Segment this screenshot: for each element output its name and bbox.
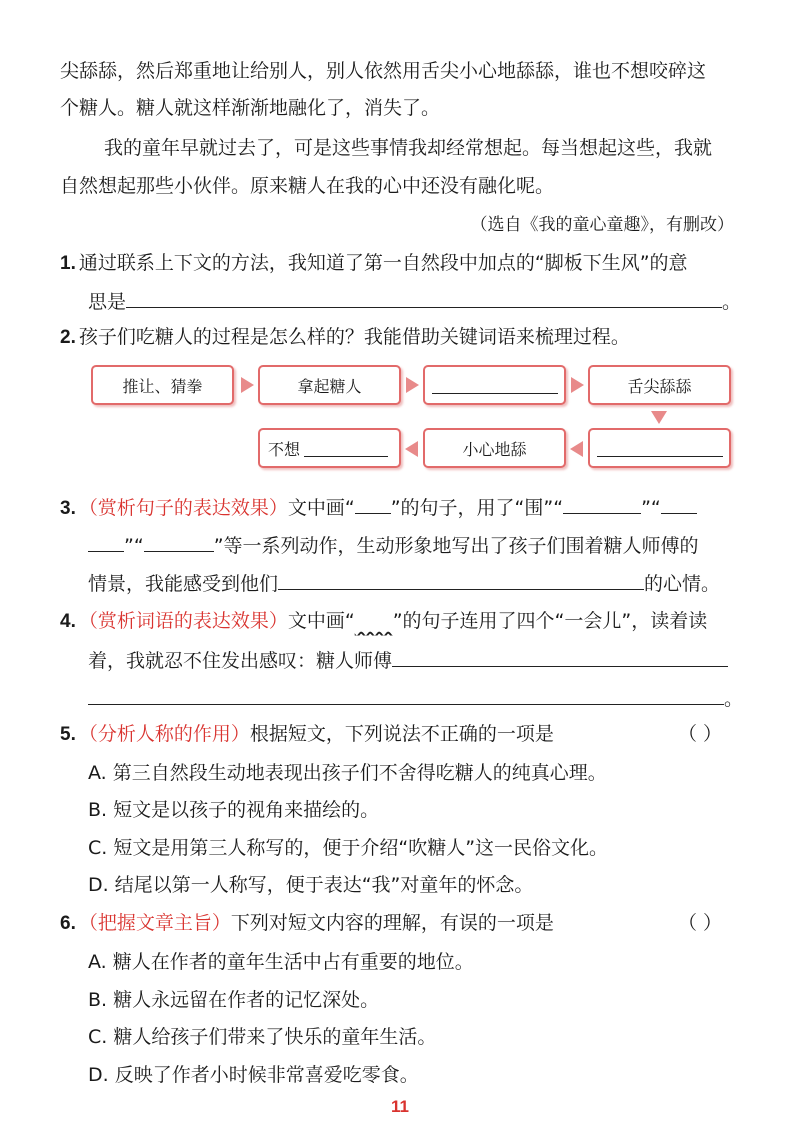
question-6: 6. （把握文章主旨）下列对短文内容的理解，有误的一项是 [60, 912, 554, 934]
skill-tag: （把握文章主旨） [78, 912, 231, 934]
passage-line: 尖舔舔，然后郑重地让给别人，别人依然用舌尖小心地舔舔，谁也不想咬碎这 [60, 60, 707, 82]
answer-blank[interactable] [563, 495, 641, 514]
answer-blank[interactable] [278, 571, 644, 590]
question-4: 4. （赏析词语的表达效果）文中画“ ”的句子连用了四个“一会儿”，读着读 [60, 610, 708, 632]
answer-blank[interactable] [126, 289, 722, 308]
question-number: 4. [60, 611, 76, 632]
question-1-answer-line: 思是 。 [88, 291, 742, 313]
question-3-line-3: 情景，我能感受到他们 的心情。 [88, 573, 721, 595]
question-5: 5. （分析人称的作用）根据短文，下列说法不正确的一项是 [60, 723, 554, 745]
answer-blank[interactable] [661, 495, 697, 514]
flow-box-4: 舌尖舔舔 [588, 365, 731, 405]
option-d[interactable]: D. 反映了作者小时候非常喜爱吃零食。 [88, 1064, 419, 1086]
answer-parentheses[interactable]: （ ） [678, 723, 723, 745]
answer-blank[interactable] [432, 377, 558, 394]
answer-blank[interactable] [597, 440, 723, 457]
option-c[interactable]: C. 短文是用第三人称写的，便于介绍“吹糖人”这一民俗文化。 [88, 837, 609, 859]
question-number: 3. [60, 498, 76, 519]
skill-tag: （分析人称的作用） [78, 723, 250, 745]
passage-line: 自然想起那些小伙伴。原来糖人在我的心中还没有融化呢。 [60, 175, 555, 197]
flow-box-7: 不想 [258, 428, 401, 468]
question-4-line-2: 着，我就忍不住发出感叹：糖人师傅 [88, 648, 728, 672]
option-a[interactable]: A. 糖人在作者的童年生活中占有重要的地位。 [88, 951, 474, 973]
arrow-down-icon [651, 411, 667, 424]
question-2: 2. 孩子们吃糖人的过程是怎么样的？我能借助关键词语来梳理过程。 [60, 326, 630, 348]
answer-blank[interactable] [304, 440, 388, 457]
answer-blank[interactable] [392, 648, 728, 667]
arrow-left-icon [405, 441, 418, 457]
answer-blank[interactable] [88, 533, 124, 552]
arrow-left-icon [570, 441, 583, 457]
question-number: 2. [60, 327, 76, 348]
option-a[interactable]: A. 第三自然段生动地表现出孩子们不舍得吃糖人的纯真心理。 [88, 762, 607, 784]
answer-blank[interactable] [355, 495, 391, 514]
arrow-right-icon [241, 377, 254, 393]
option-d[interactable]: D. 结尾以第一人称写，便于表达“我”对童年的怀念。 [88, 874, 534, 896]
passage-line: 我的童年早就过去了，可是这些事情我却经常想起。每当想起这些，我就 [104, 137, 713, 159]
question-3: 3. （赏析句子的表达效果）文中画“ ”的句子，用了“围”“ ”“ [60, 495, 697, 520]
flow-box-5 [588, 428, 731, 468]
skill-tag: （赏析句子的表达效果） [78, 497, 288, 519]
question-4-line-3: 。 [88, 686, 743, 710]
answer-parentheses[interactable]: （ ） [678, 912, 723, 934]
option-b[interactable]: B. 短文是以孩子的视角来描绘的。 [88, 799, 380, 821]
wavy-underline-mark [355, 610, 393, 632]
option-b[interactable]: B. 糖人永远留在作者的记忆深处。 [88, 989, 380, 1011]
question-3-line-2: ”“ ”等一系列动作，生动形象地写出了孩子们围着糖人师傅的 [88, 533, 699, 557]
page-number: 11 [391, 1097, 409, 1116]
answer-blank[interactable] [144, 533, 214, 552]
question-1: 1. 通过联系上下文的方法，我知道了第一自然段中加点的“脚板下生风”的意 [60, 252, 688, 274]
skill-tag: （赏析词语的表达效果） [78, 610, 288, 632]
passage-source: （选自《我的童心童趣》，有删改） [470, 215, 734, 235]
question-number: 5. [60, 724, 76, 745]
flow-box-3 [423, 365, 566, 405]
question-number: 1. [60, 253, 76, 274]
flow-box-6: 小心地舔 [423, 428, 566, 468]
question-number: 6. [60, 913, 76, 934]
flow-box-2: 拿起糖人 [258, 365, 401, 405]
option-c[interactable]: C. 糖人给孩子们带来了快乐的童年生活。 [88, 1026, 437, 1048]
answer-blank[interactable] [88, 686, 724, 705]
arrow-right-icon [571, 377, 584, 393]
arrow-right-icon [406, 377, 419, 393]
passage-line: 个糖人。糖人就这样渐渐地融化了，消失了。 [60, 97, 441, 119]
flow-box-1: 推让、猜拳 [91, 365, 234, 405]
